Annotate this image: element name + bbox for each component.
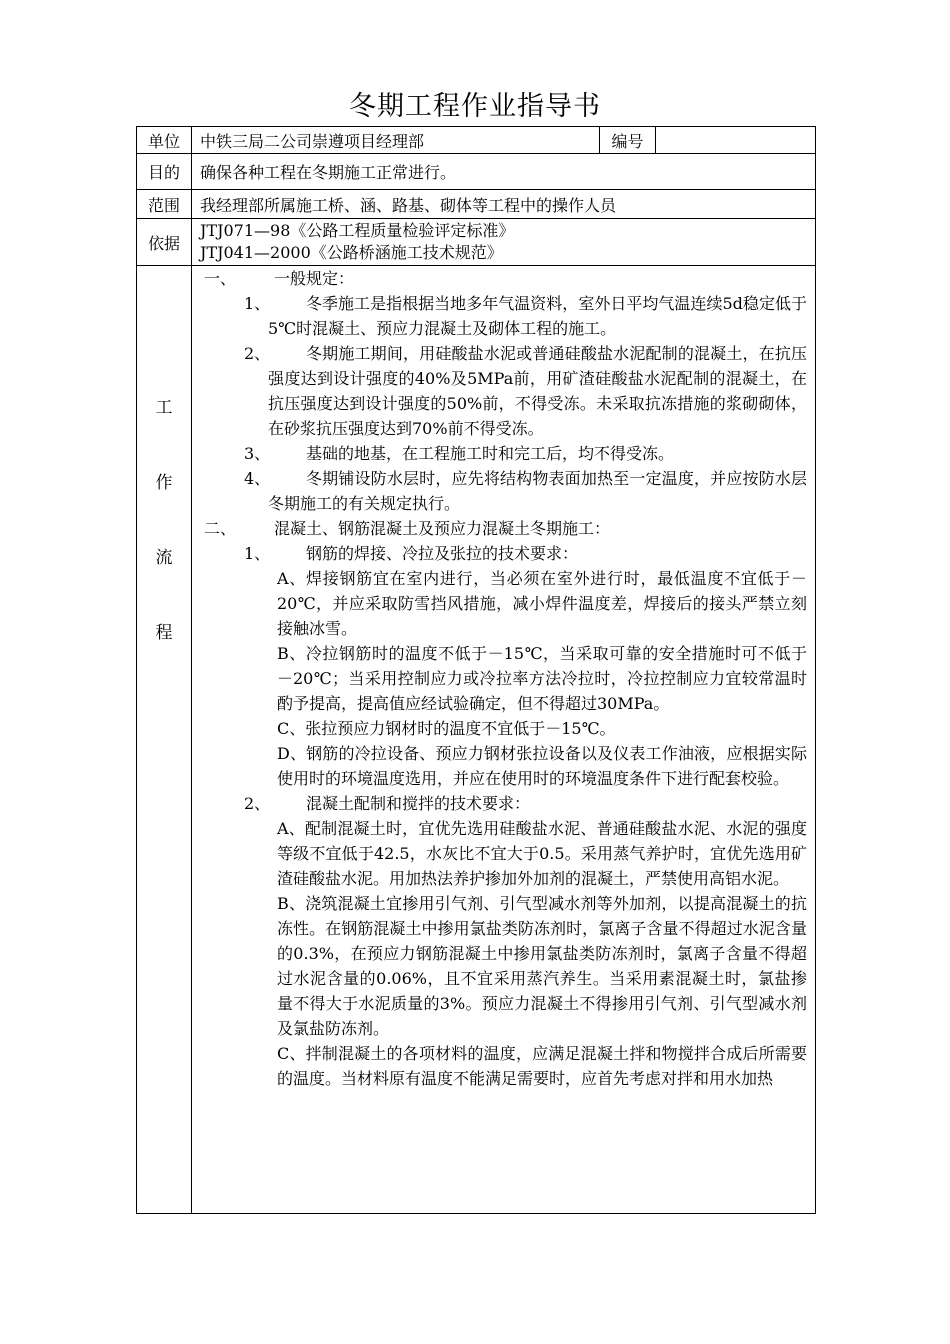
list-item: B、浇筑混凝土宜掺用引气剂、引气型减水剂等外加剂，以提高混凝土的抗冻性。在钢筋混凝土中掺用氯盐类防冻剂时，氯离子含量不得超过水泥含量的0.3%，在预应力钢筋混凝土中掺用氯盐类防冻剂时，氯离子含量不得超过水泥含量的0.06%，且不宜采用蒸汽养生。当采用素混凝土时，氯盐掺量不得大于水泥质量的3%。预应力混凝土不得掺用引气剂、引气型减水剂及氯盐防冻剂。: [277, 894, 807, 1038]
unit-label: 单位: [137, 127, 192, 154]
purpose-value: 确保各种工程在冬期施工正常进行。: [192, 154, 816, 190]
purpose-label: 目的: [137, 154, 192, 190]
row-basis: [137, 219, 816, 266]
section-heading: 一、 一般规定：: [204, 269, 355, 288]
unit-value: 中铁三局二公司崇遵项目经理部: [192, 127, 600, 154]
list-item: 2、 冬期施工期间，用硅酸盐水泥或普通硅酸盐水泥配制的混凝土，在抗压强度达到设计强度的40%及5MPa前，用矿渣硅酸盐水泥配制的混凝土，在抗压强度达到设计强度的50%前，不得受冻。未采取抗冻措施的浆砌砌体，在砂浆抗压强度达到70%前不得受冻。: [244, 344, 807, 438]
basis-label: 依据: [137, 219, 192, 266]
list-item: 4、 冬期铺设防水层时，应先将结构物表面加热至一定温度，并应按防水层冬期施工的有关规定执行。: [244, 469, 807, 513]
basis-item: JTJ071—98《公路工程质量检验评定标准》: [200, 221, 515, 240]
subsection-heading: 2、 混凝土配制和搅拌的技术要求：: [244, 794, 531, 813]
scope-label: 范围: [137, 190, 192, 219]
row-purpose: [137, 154, 816, 190]
row-workflow: [137, 266, 816, 1214]
workflow-label-char: 工: [155, 398, 173, 418]
scope-value: 我经理部所属施工桥、涵、路基、砌体等工程中的操作人员: [192, 190, 816, 219]
workflow-label-char: 流: [155, 548, 173, 568]
workflow-label-char: 程: [155, 623, 173, 643]
list-item: A、配制混凝土时，宜优先选用硅酸盐水泥、普通硅酸盐水泥、水泥的强度等级不宜低于42.5，水灰比不宜大于0.5。采用蒸气养护时，宜优先选用矿渣硅酸盐水泥。用加热法养护掺加外加剂的混凝土，严禁使用高铝水泥。: [277, 819, 807, 888]
list-item: C、张拉预应力钢材时的温度不宜低于－15℃。: [277, 719, 616, 738]
list-item: 1、 冬季施工是指根据当地多年气温资料，室外日平均气温连续5d稳定低于5℃时混凝土、预应力混凝土及砌体工程的施工。: [244, 294, 807, 338]
workflow-content: [192, 266, 816, 1214]
list-item: A、焊接钢筋宜在室内进行，当必须在室外进行时，最低温度不宜低于－20℃，并应采取防雪挡风措施，减小焊件温度差，焊接后的接头严禁立刻接触冰雪。: [277, 569, 807, 638]
basis-item: JTJ041—2000《公路桥涵施工技术规范》: [200, 243, 503, 262]
workflow-label: [137, 266, 192, 1214]
list-item: C、拌制混凝土的各项材料的温度，应满足混凝土拌和物搅拌合成后所需要的温度。当材料原有温度不能满足需要时，应首先考虑对拌和用水加热: [277, 1044, 807, 1088]
number-label: 编号: [600, 127, 656, 154]
list-item: 3、 基础的地基，在工程施工时和完工后，均不得受冻。: [244, 444, 675, 463]
subsection-heading: 1、 钢筋的焊接、冷拉及张拉的技术要求：: [244, 544, 579, 563]
section-heading: 二、 混凝土、钢筋混凝土及预应力混凝土冬期施工：: [204, 519, 611, 538]
workflow-label-char: 作: [155, 473, 173, 493]
row-unit: [137, 127, 816, 154]
basis-value: [192, 219, 816, 266]
list-item: D、钢筋的冷拉设备、预应力钢材张拉设备以及仪表工作油液，应根据实际使用时的环境温度选用，并应在使用时的环境温度条件下进行配套校验。: [277, 744, 807, 788]
row-scope: [137, 190, 816, 219]
document-title: 冬期工程作业指导书: [349, 91, 601, 122]
number-value: [656, 127, 816, 154]
instruction-form: [136, 126, 816, 1214]
list-item: B、冷拉钢筋时的温度不低于－15℃，当采取可靠的安全措施时可不低于－20℃；当采用控制应力或冷拉率方法冷拉时，冷拉控制应力宜较常温时酌予提高，提高值应经试验确定，但不得超过30MPa。: [277, 644, 807, 713]
